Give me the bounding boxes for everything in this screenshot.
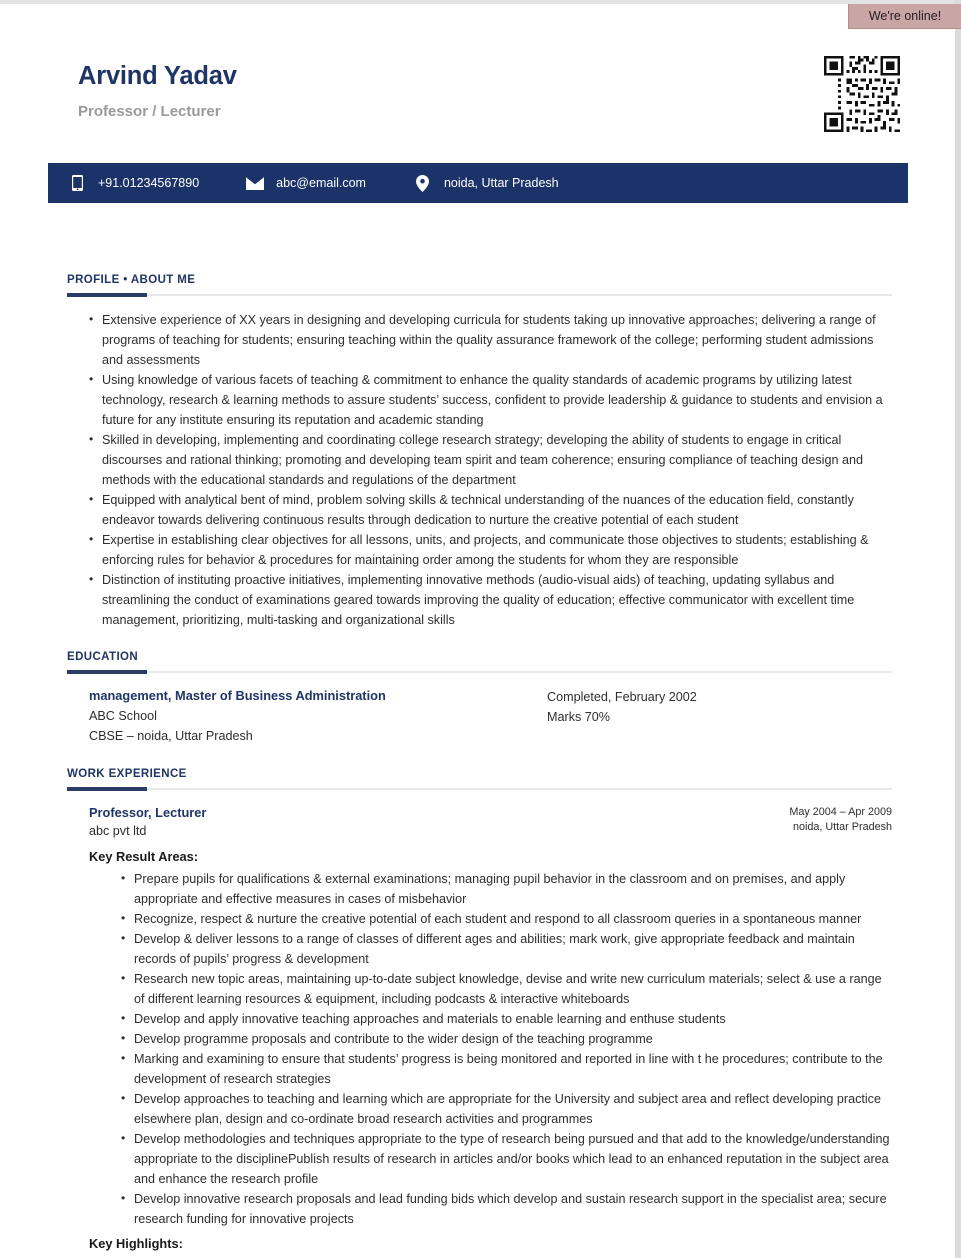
work-entry-header [67,803,892,841]
list-item: • Expertise in establishing clear objectives for all lessons, units, and projects, and communicate those objectives to students; establishing & enforcing rules for behavior & procedures for maintaining order among the students for whom they are responsible [87,530,892,570]
list-item: • Marking and examining to ensure that students’ progress is being monitored and reported in line with t he procedures; contribute to the development of research strategies [119,1049,894,1089]
key-highlights-label: Key Highlights: [89,1236,183,1251]
work-dates: May 2004 – Apr 2009 [789,806,892,818]
list-item: • Equipped with analytical bent of mind, problem solving skills & technical understanding of the nuances of the education field, constantly endeavor towards delivering continuous results through dedication to nurture the creative potential of each student [87,490,892,530]
education-marks: Marks 70% [547,710,610,724]
contact-email-text: abc@email.com [276,176,366,190]
section-title-profile: PROFILE • ABOUT ME [67,274,196,286]
section-divider [67,787,892,791]
chat-widget-label: We're online! [868,9,942,23]
list-item: • Develop & deliver lessons to a range of classes of different ages and abilities; mark work, give appropriate feedback and maintain records of pupils’ progress & development [119,929,894,969]
education-board: CBSE – noida, Uttar Pradesh [89,729,253,743]
section-divider [67,670,892,674]
section-title-education: EDUCATION [67,651,139,663]
section-divider [67,293,892,297]
list-item: • Research new topic areas, maintaining up-to-date subject knowledge, devise and write new curriculum materials; select & use a range of different learning resources & equipment, including podcasts & interactive whiteboards [119,969,894,1009]
list-item: • Using knowledge of various facets of teaching & commitment to enhance the quality standards of academic programs by utilizing latest technology, research & learning methods to assure students’ success, confident to provide leadership & guidance to students and envision a future for any institute ensuring its reputation and academic standing [87,370,892,430]
resume-header [0,4,955,122]
list-item: • Skilled in developing, implementing and coordinating college research strategy; developing the ability of students to engage in critical discourses and rational thinking; promoting and developing team spirit and team coherence; ensuring compliance of teaching design and methods with the educational standards and regulations of the department [87,430,892,490]
education-entry-meta [547,686,892,746]
contact-email[interactable] [244,163,366,203]
work-entry-list [67,803,892,1251]
list-item: • Develop programme proposals and contribute to the wider design of the teaching programme [119,1029,894,1049]
contact-phone-text: +91.01234567890 [98,176,200,190]
job-role-subtitle: Professor / Lecturer [78,103,221,120]
education-entry [67,686,892,746]
resume-page [0,4,955,1258]
key-result-areas-label: Key Result Areas: [89,849,199,864]
list-item: • Recognize, respect & nurture the creative potential of each student and respond to all classroom queries in a spontaneous manner [119,909,894,929]
education-entry-list [67,686,892,746]
work-entry-meta [789,805,892,835]
mobile-phone-icon [66,175,88,191]
list-item: • Develop approaches to teaching and learning which are appropriate for the University and subject area and reflect developing practice elsewhere plan, design and co-ordinate broad research activities and programmes [119,1089,894,1129]
chat-widget[interactable] [848,4,961,29]
work-location: noida, Uttar Pradesh [792,821,892,833]
key-result-areas-list [119,869,894,1229]
qr-code [821,53,903,135]
section-profile [67,274,892,630]
list-item: • Distinction of instituting proactive initiatives, implementing innovative methods (audio-visual aids) of teaching, updating syllabus and streamlining the conduct of examinations geared towards improving the quality of education; effective communicator with excellent time management, prioritizing, multi-tasking and organizational skills [87,570,892,630]
contact-location-text: noida, Uttar Pradesh [443,176,559,190]
education-degree: management, Master of Business Administration [89,688,386,703]
education-entry-main [67,686,547,746]
contact-bar [48,163,908,203]
list-item: • Extensive experience of XX years in designing and developing curricula for students taking up innovative approaches; delivering a range of programs of teaching for students; ensuring teaching within the quality assurance framework of the college; performing student admissions and assessments [87,310,892,370]
map-pin-icon [412,175,434,192]
envelope-icon [244,177,266,190]
list-item: • Develop innovative research proposals and lead funding bids which develop and sustain research support in the specialist area; secure research funding for innovative projects [119,1189,894,1229]
section-education [67,651,892,746]
education-school: ABC School [89,709,157,723]
section-work-experience [67,768,892,1251]
profile-bullet-list [87,310,892,630]
contact-phone[interactable] [66,163,199,203]
education-status: Completed, February 2002 [547,690,697,704]
list-item: • Develop methodologies and techniques appropriate to the type of research being pursued and that add to the knowledge/understanding appropriate to the disciplinePublish results of research in articles and/or books which lead to an enhanced reputation in the subject area and enhance the research profile [119,1129,894,1189]
list-item: • Develop and apply innovative teaching approaches and materials to enable learning and enthuse students [119,1009,894,1029]
work-company: abc pvt ltd [89,824,147,838]
right-edge-strip [955,0,961,1258]
contact-location[interactable] [412,163,559,203]
work-experience-entry [67,803,892,1251]
page-title: Arvind Yadav [78,62,237,90]
work-job-title: Professor, Lecturer [89,805,207,820]
section-title-work-experience: WORK EXPERIENCE [67,768,187,780]
list-item: • Prepare pupils for qualifications & external examinations; managing pupil behavior in the classroom and on premises, and apply appropriate and effective measures in cases of misbehavior [119,869,894,909]
